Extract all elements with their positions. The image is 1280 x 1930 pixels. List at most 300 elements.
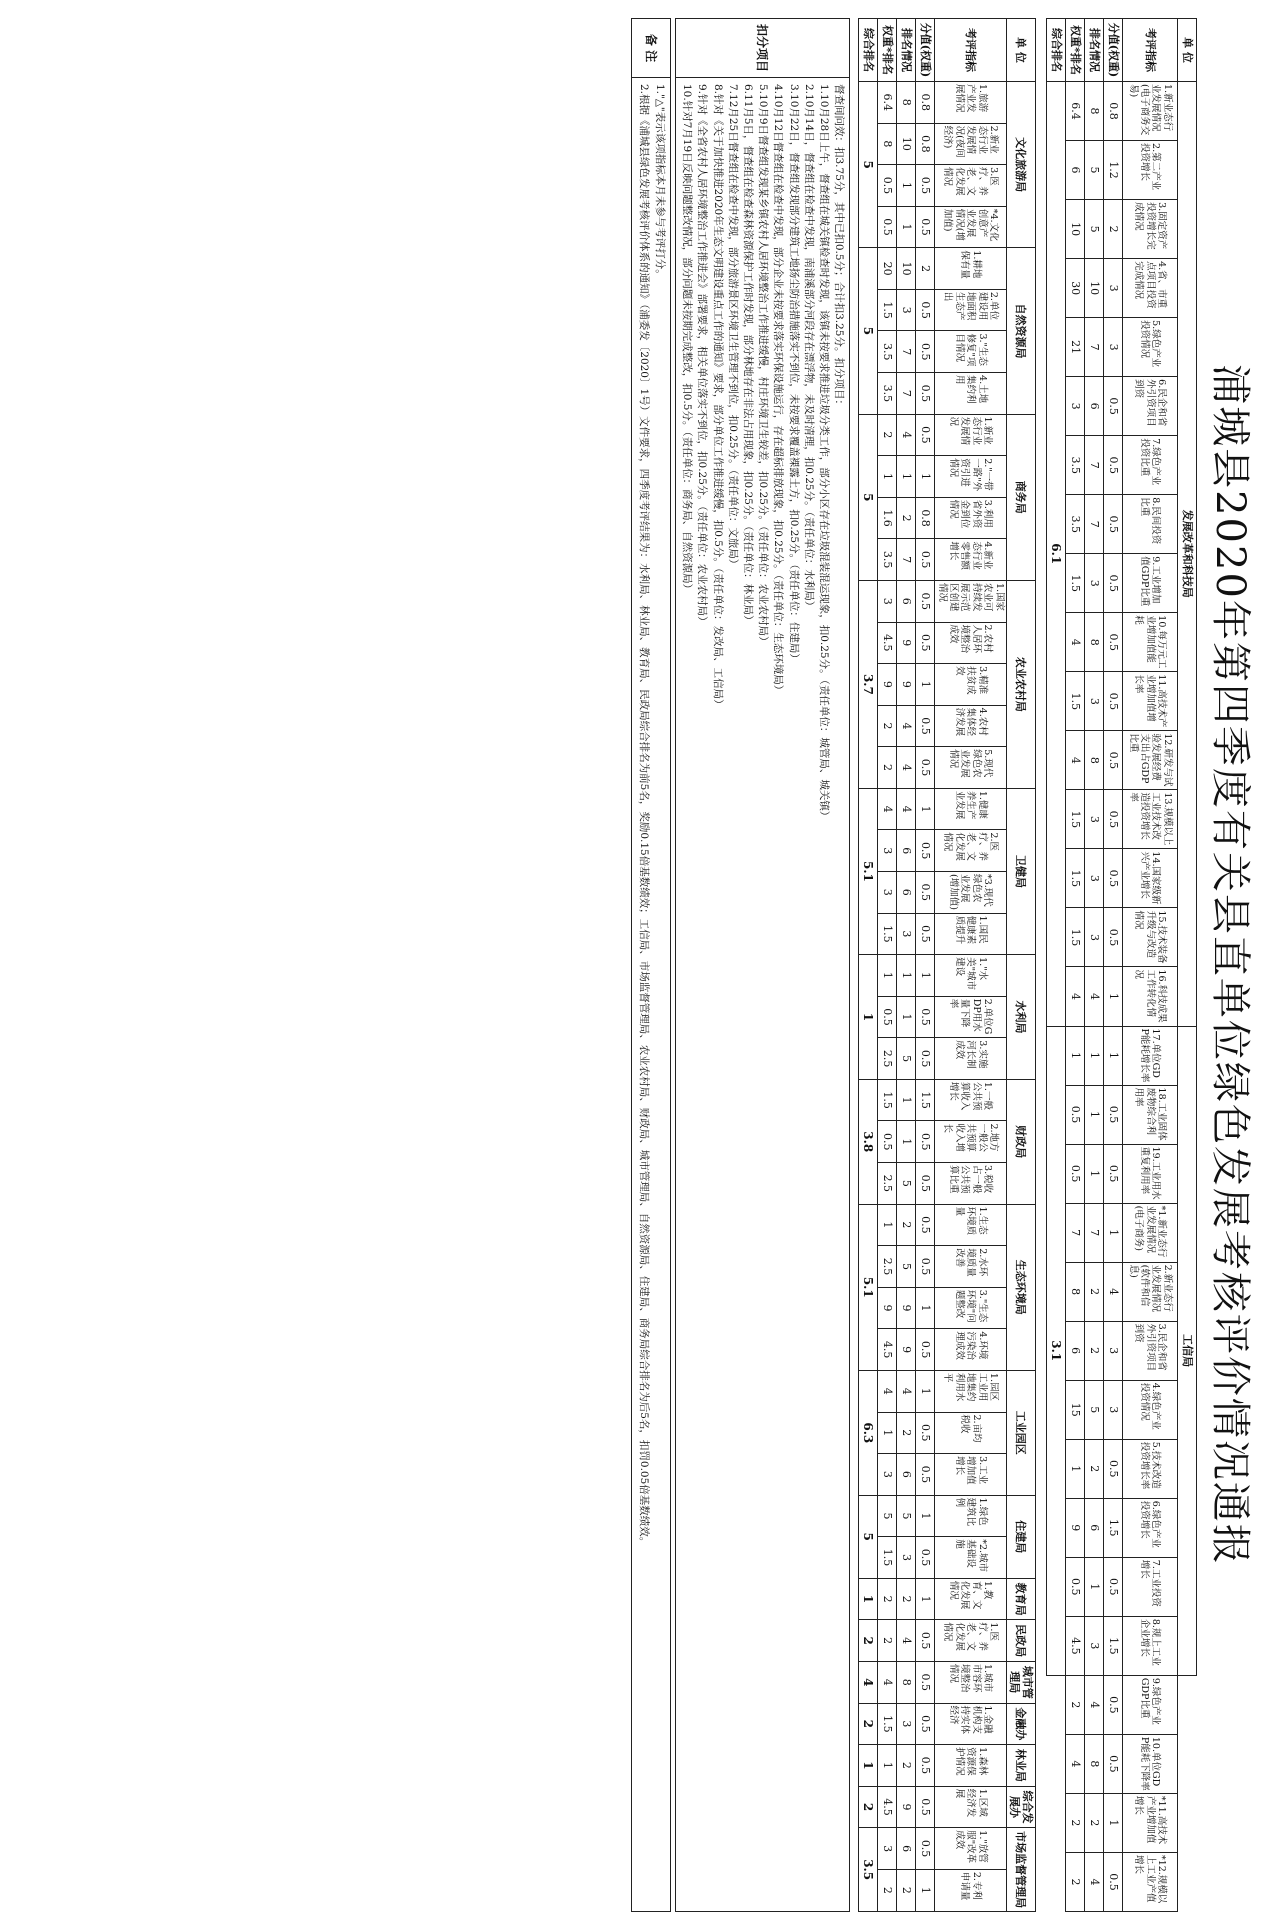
- weighted-cell: 2: [878, 1620, 897, 1662]
- dept-name: 林业局: [1006, 1745, 1035, 1787]
- row-label-unit: 单 位: [1006, 19, 1035, 82]
- weight-cell: 0.5: [916, 1620, 935, 1662]
- indicator-cell: 1.耕地保有量: [935, 248, 1006, 290]
- dept-name: 住建局: [1006, 1495, 1035, 1578]
- indicator-cell: 3.医疗、养老、文化发展情况: [935, 165, 1006, 207]
- rank-cell: 8: [1085, 731, 1104, 790]
- indicator-cell: 1.旅游产业发展情况: [935, 82, 1006, 124]
- weight-cell: 0.5: [916, 373, 935, 415]
- composite-rank-cell: 1: [859, 1578, 878, 1620]
- indicator-cell: 1.园区工业用地集约利用水平: [935, 1370, 1006, 1412]
- weight-cell: 1: [916, 955, 935, 997]
- indicator-cell: 2.专利申请量: [935, 1869, 1006, 1911]
- composite-rank-cell: 5.1: [859, 788, 878, 954]
- weighted-cell: 6: [1066, 1321, 1085, 1380]
- weight-cell: 0.5: [1104, 908, 1123, 967]
- weighted-cell: 2: [1066, 1793, 1085, 1852]
- indicator-cell: 5.绿色产业投资情况: [1123, 318, 1178, 377]
- rank-cell: 10: [1085, 259, 1104, 318]
- text-line: 3.10月22日，督查组发现部分建筑工地扬尘防治措施落实不到位，未按要求覆盖裸露土方，扣0.25分。（责任单位：住建局）: [787, 84, 800, 664]
- indicator-cell: 2.单位GDP用水量下降率: [935, 996, 1006, 1038]
- rank-cell: 4: [897, 414, 916, 456]
- weight-cell: 0.5: [916, 1246, 935, 1288]
- weighted-cell: 2: [1066, 1675, 1085, 1734]
- indicator-cell: 8.民间投资比重: [1123, 495, 1178, 554]
- weighted-cell: 8: [878, 123, 897, 165]
- rank-cell: 9: [897, 1329, 916, 1371]
- row-label-composite: 综合排名: [859, 19, 878, 82]
- indicator-cell: 2.新业态行业发展情况(夜间经济): [935, 123, 1006, 165]
- weighted-cell: 1.5: [1066, 790, 1085, 849]
- composite-rank-cell: 3.8: [859, 1079, 878, 1204]
- weighted-cell: 2: [1066, 1852, 1085, 1911]
- weight-cell: 0.5: [1104, 790, 1123, 849]
- rank-cell: 5: [1085, 141, 1104, 200]
- weighted-cell: 6.4: [1066, 82, 1085, 141]
- composite-rank-cell: 2: [859, 1703, 878, 1745]
- indicator-cell: *2.城市基础设施: [935, 1537, 1006, 1579]
- text-line: 1."△"表示该项指标本月未参与考评打分。: [653, 84, 666, 280]
- rank-cell: 1: [1085, 1085, 1104, 1144]
- weight-cell: 1: [916, 1495, 935, 1537]
- weight-cell: 0.5: [1104, 1144, 1123, 1203]
- indicator-cell: *11.高技术产业增加值增长: [1123, 1793, 1178, 1852]
- row-label-unit: 单 位: [1178, 19, 1197, 82]
- indicator-cell: 1.区域经济发展: [935, 1786, 1006, 1828]
- indicator-cell: 1.国民健康素质提升: [935, 913, 1006, 955]
- indicator-cell: 4.新业态行业零售额增长: [935, 539, 1006, 581]
- indicator-cell: 2.第二产业投资增长: [1123, 141, 1178, 200]
- row-label-composite: 综合排名: [1047, 19, 1066, 82]
- rank-cell: 6: [1085, 377, 1104, 436]
- rank-cell: 6: [897, 871, 916, 913]
- indicator-cell: 2.单位建设用地面积生态产出: [935, 289, 1006, 331]
- weight-cell: 0.8: [1104, 82, 1123, 141]
- weighted-cell: 4: [1066, 613, 1085, 672]
- weight-cell: 3: [1104, 259, 1123, 318]
- dept-name: 综合发展办: [1006, 1786, 1035, 1828]
- weighted-cell: 4.5: [878, 1786, 897, 1828]
- rank-cell: 3: [897, 1537, 916, 1579]
- weight-cell: 0.5: [916, 1038, 935, 1080]
- rank-cell: 3: [1085, 849, 1104, 908]
- weight-cell: 1.2: [1104, 141, 1123, 200]
- assessment-table-1: [1046, 18, 1197, 1912]
- rank-cell: 2: [897, 497, 916, 539]
- indicator-cell: 4.环境污染治理成效: [935, 1329, 1006, 1371]
- rank-cell: 1: [897, 1079, 916, 1121]
- weight-cell: 3: [1104, 1380, 1123, 1439]
- rank-cell: 9: [897, 622, 916, 664]
- weighted-cell: 1: [1066, 1439, 1085, 1498]
- weight-cell: 1: [916, 1287, 935, 1329]
- rank-cell: 8: [1085, 613, 1104, 672]
- rank-cell: 5: [897, 1038, 916, 1080]
- composite-rank-cell: 2: [859, 1786, 878, 1828]
- rank-cell: 1: [897, 456, 916, 498]
- rank-cell: 3: [897, 913, 916, 955]
- weighted-cell: 4.5: [878, 1329, 897, 1371]
- indicator-cell: 11.高技术产业增加值增长率: [1123, 672, 1178, 731]
- remarks-text: [632, 78, 670, 1911]
- weight-cell: 0.5: [916, 414, 935, 456]
- composite-rank-cell: 5: [859, 1495, 878, 1578]
- weight-cell: 0.5: [916, 580, 935, 622]
- weight-cell: 0.5: [916, 1163, 935, 1205]
- row-label-weight: 分值(权重): [1104, 19, 1123, 82]
- rank-cell: 8: [1085, 82, 1104, 141]
- weight-cell: 0.5: [1104, 436, 1123, 495]
- rank-cell: 7: [897, 373, 916, 415]
- weighted-cell: 4.5: [878, 622, 897, 664]
- weight-cell: 2: [916, 248, 935, 290]
- indicator-cell: 1.金融机构支持实体经济: [935, 1703, 1006, 1745]
- deduction-text: [676, 78, 849, 1911]
- weighted-cell: 1.6: [878, 497, 897, 539]
- composite-rank-cell: 5: [859, 414, 878, 580]
- dept-name: 自然资源局: [1006, 248, 1035, 414]
- rank-cell: 4: [1085, 1852, 1104, 1911]
- rank-cell: 1: [1085, 1557, 1104, 1616]
- weighted-cell: 1.5: [1066, 554, 1085, 613]
- rank-cell: 3: [897, 289, 916, 331]
- indicator-cell: 3.民企和省外引资项目到资: [1123, 1321, 1178, 1380]
- composite-rank-cell: 3.1: [1047, 1026, 1066, 1675]
- indicator-cell: 2.水环境质量改善: [935, 1246, 1006, 1288]
- indicator-cell: 1.新业态行业发展情况: [935, 414, 1006, 456]
- weight-cell: 1.5: [916, 1079, 935, 1121]
- indicator-cell: 5.技术改造投资增长率: [1123, 1439, 1178, 1498]
- text-line: 1.10月28日上午，督查组在城关镇检查时发现，该镇未按要求推进垃圾分类工作，部分小区存在垃圾混装混运现象，扣0.25分。（责任单位：城管局、城关镇）: [818, 84, 831, 822]
- weight-cell: 0.5: [1104, 495, 1123, 554]
- weight-cell: 3: [1104, 1321, 1123, 1380]
- rank-cell: 1: [897, 206, 916, 248]
- weighted-cell: 1.5: [1066, 849, 1085, 908]
- weighted-cell: 1.5: [1066, 672, 1085, 731]
- weight-cell: 0.5: [916, 871, 935, 913]
- weighted-cell: 1.5: [878, 1079, 897, 1121]
- weight-cell: 1: [916, 1370, 935, 1412]
- indicator-cell: 3."生态环境"问题整改: [935, 1287, 1006, 1329]
- text-line: 2.10月14日，督查组在检查中发现，南浦溪部分河段存在漂浮物，未及时清理，扣0.25分。（责任单位：水利局）: [802, 84, 815, 612]
- rank-cell: 6: [897, 1454, 916, 1496]
- indicator-cell: 6.绿色产业投资增长: [1123, 1498, 1178, 1557]
- weight-cell: 0.5: [916, 1661, 935, 1703]
- weight-cell: 0.5: [916, 331, 935, 373]
- weight-cell: 0.5: [916, 830, 935, 872]
- weight-cell: 1: [1104, 967, 1123, 1026]
- weighted-cell: 3.5: [1066, 495, 1085, 554]
- indicator-cell: 4.省、市重点项目投资完成情况: [1123, 259, 1178, 318]
- weight-cell: 0.5: [916, 1412, 935, 1454]
- weighted-cell: 1: [878, 1745, 897, 1787]
- indicator-cell: 12.研发与试验发展经费支出占GDP比重: [1123, 731, 1178, 790]
- weighted-cell: 7: [1066, 1203, 1085, 1262]
- indicator-cell: 15.技术装备升级与改造情况: [1123, 908, 1178, 967]
- dept-name: 财政局: [1006, 1079, 1035, 1204]
- weight-cell: 0.8: [916, 123, 935, 165]
- weighted-cell: 2: [878, 1869, 897, 1911]
- dept-name: 水利局: [1006, 955, 1035, 1080]
- composite-rank-cell: 1: [859, 955, 878, 1080]
- weight-cell: 1: [916, 456, 935, 498]
- rank-cell: 9: [897, 1786, 916, 1828]
- rank-cell: 8: [897, 82, 916, 124]
- rank-cell: 5: [897, 1163, 916, 1205]
- row-label-rank: 排名情况: [1085, 19, 1104, 82]
- rank-cell: 5: [897, 1495, 916, 1537]
- weighted-cell: 2: [878, 1578, 897, 1620]
- weighted-cell: 3.5: [878, 331, 897, 373]
- weighted-cell: 9: [878, 1287, 897, 1329]
- text-line: 4.10月12日督查组在检查中发现，部分企业未按要求落实环保设施运行，存在超标排放现象，扣0.25分。（责任单位：生态环境局）: [772, 84, 785, 696]
- row-label-rank: 排名情况: [897, 19, 916, 82]
- text-line: 6.11月5日，督查组在检查森林资源保护工作时发现，部分林地存在非法占用现象，扣0.25分。（责任单位：林业局）: [741, 84, 754, 626]
- indicator-cell: 13.规模以上工业技术改造投资增长率: [1123, 790, 1178, 849]
- indicator-cell: 3.实施河长制成效: [935, 1038, 1006, 1080]
- indicator-cell: *12.规模以上工业产值增长: [1123, 1852, 1178, 1911]
- weight-cell: 0.5: [1104, 1852, 1123, 1911]
- weighted-cell: 20: [878, 248, 897, 290]
- weighted-cell: 2: [878, 747, 897, 789]
- indicator-cell: 1.一般公共预算收入增长: [935, 1079, 1006, 1121]
- weighted-cell: 3.5: [878, 539, 897, 581]
- indicator-cell: 3.固定资产投资增长完成情况: [1123, 200, 1178, 259]
- weight-cell: 0.5: [916, 1204, 935, 1246]
- weighted-cell: 3: [1066, 377, 1085, 436]
- indicator-cell: 3."生态修复"项目情况: [935, 331, 1006, 373]
- weighted-cell: 4.5: [1066, 1616, 1085, 1675]
- rank-cell: 4: [897, 788, 916, 830]
- indicator-cell: 3.利用省外资金到位情况: [935, 497, 1006, 539]
- row-label-weighted: 权重*排名: [1066, 19, 1085, 82]
- text-line: 8.针对《关于加快推进2020年生态文明建设重点工作的通知》要求，部分单位工作推进缓慢，扣0.5分。（责任单位：发改局、工信局）: [711, 84, 724, 710]
- composite-rank-cell: 3.5: [859, 1828, 878, 1912]
- remarks-section: [631, 18, 671, 1912]
- rank-cell: 7: [897, 539, 916, 581]
- indicator-cell: 4.土地集约利用: [935, 373, 1006, 415]
- dept-name: 工业园区: [1006, 1370, 1035, 1495]
- rank-cell: 1: [1085, 1026, 1104, 1085]
- weight-cell: 0.5: [1104, 1675, 1123, 1734]
- indicator-cell: 1.医疗、养老、文化发展情况: [935, 1620, 1006, 1662]
- rank-cell: 9: [897, 664, 916, 706]
- rank-cell: 8: [897, 1661, 916, 1703]
- weight-cell: 0.5: [916, 1537, 935, 1579]
- weighted-cell: 21: [1066, 318, 1085, 377]
- rank-cell: 7: [897, 331, 916, 373]
- composite-rank-cell: 1: [859, 1745, 878, 1787]
- weight-cell: 1: [916, 788, 935, 830]
- rank-cell: 2: [1085, 1793, 1104, 1852]
- row-label-indicator: 考评指标: [1123, 19, 1178, 82]
- rank-cell: 6: [1085, 1498, 1104, 1557]
- indicator-cell: 9.绿色产业GDP比重: [1123, 1675, 1178, 1734]
- weight-cell: 0.5: [916, 1745, 935, 1787]
- weighted-cell: 4: [1066, 731, 1085, 790]
- rank-cell: 4: [897, 705, 916, 747]
- deduction-label: 扣分项目: [676, 19, 849, 78]
- rank-cell: 8: [1085, 1734, 1104, 1793]
- indicator-cell: 1.城市市容环境整治情况: [935, 1661, 1006, 1703]
- indicator-cell: 2.农村人居环境整治成效: [935, 622, 1006, 664]
- rank-cell: 3: [1085, 790, 1104, 849]
- rank-cell: 5: [897, 1246, 916, 1288]
- indicator-cell: 17.单位GDP能耗增长率: [1123, 1026, 1178, 1085]
- deduction-section: [675, 18, 850, 1912]
- rank-cell: 10: [897, 123, 916, 165]
- dept-name: 发展改革和科技局: [1178, 82, 1197, 1027]
- weight-cell: 0.5: [916, 913, 935, 955]
- weight-cell: 0.8: [916, 82, 935, 124]
- weight-cell: 1.5: [1104, 1616, 1123, 1675]
- weight-cell: 0.5: [916, 1454, 935, 1496]
- weighted-cell: 0.5: [1066, 1085, 1085, 1144]
- weight-cell: 0.5: [916, 1121, 935, 1163]
- weighted-cell: 0.5: [1066, 1144, 1085, 1203]
- indicator-cell: 1.教育、文化发展情况: [935, 1578, 1006, 1620]
- composite-rank-cell: 5: [859, 248, 878, 414]
- weighted-cell: 6: [1066, 141, 1085, 200]
- weighted-cell: 1: [1066, 1026, 1085, 1085]
- weighted-cell: 2: [878, 705, 897, 747]
- rank-cell: 1: [897, 996, 916, 1038]
- indicator-cell: 6.民企和省外引资项目到资: [1123, 377, 1178, 436]
- rank-cell: 2: [897, 1578, 916, 1620]
- text-line: 10.针对7月19日反映问题整改情况，部分问题未按期完成整改，扣0.5分。（责任单位：商务局、自然资源局）: [681, 84, 694, 595]
- weight-cell: 0.5: [916, 1786, 935, 1828]
- weighted-cell: 1.5: [878, 1703, 897, 1745]
- indicator-cell: *4.文化创意产业发展情况(增加值): [935, 206, 1006, 248]
- weight-cell: 0.5: [916, 206, 935, 248]
- rank-cell: 2: [897, 1204, 916, 1246]
- text-line: 2.根据《浦城县绿色发展考核评价体系的通知》（浦委发〔2020〕1号）文件要求，四季度考评结果为：水利局、林业局、教育局、民政局综合排名为前5名，奖励0.15倍基数绩效；工信局、市场监督管理局、农业农村局、财政局、城市管理局、自然资源局、住建局、商务局综合排名为后5名，扣罚0.05倍基数绩效。: [638, 84, 651, 1548]
- indicator-cell: 16.科技成果工作转化情况: [1123, 967, 1178, 1026]
- composite-rank-cell: 2: [859, 1620, 878, 1662]
- indicator-cell: 1."放管服"改革成效: [935, 1828, 1006, 1870]
- indicator-cell: 3.税收占一般公共预算比重: [935, 1163, 1006, 1205]
- weighted-cell: 4: [1066, 1734, 1085, 1793]
- weighted-cell: 3.5: [878, 373, 897, 415]
- dept-name: 民政局: [1006, 1620, 1035, 1662]
- weight-cell: 1: [916, 1869, 935, 1911]
- weighted-cell: 1: [878, 1204, 897, 1246]
- text-line: 5.10月9日督查组发现某乡镇农村人居环境整治工作推进缓慢，村庄环境卫生较差，扣0.25分。（责任单位：农业农村局）: [757, 84, 770, 647]
- rank-cell: 3: [1085, 554, 1104, 613]
- indicator-cell: 8.规上工业企业增长: [1123, 1616, 1178, 1675]
- rank-cell: 3: [1085, 672, 1104, 731]
- weighted-cell: 1.5: [878, 913, 897, 955]
- text-line: 7.12月25日督查组在检查中发现，部分旅游景区环境卫生管理不到位，扣0.25分。（责任单位：文旅局）: [726, 84, 739, 570]
- row-label-weight: 分值(权重): [916, 19, 935, 82]
- rank-cell: 6: [897, 1828, 916, 1870]
- rank-cell: 2: [897, 1412, 916, 1454]
- rank-cell: 4: [1085, 1675, 1104, 1734]
- weighted-cell: 1: [878, 955, 897, 997]
- indicator-cell: 2.医疗、养老、文化发展情况: [935, 830, 1006, 872]
- weight-cell: 1: [1104, 1026, 1123, 1085]
- weight-cell: 1.5: [1104, 1498, 1123, 1557]
- indicator-cell: 4.农村集体经济发展: [935, 705, 1006, 747]
- weight-cell: 0.5: [916, 996, 935, 1038]
- weight-cell: 1: [1104, 1793, 1123, 1852]
- indicator-cell: 10.单位GDP能耗下降率: [1123, 1734, 1178, 1793]
- weight-cell: 3: [1104, 318, 1123, 377]
- rank-cell: 2: [897, 1745, 916, 1787]
- rank-cell: 5: [1085, 1380, 1104, 1439]
- dept-name: 农业农村局: [1006, 580, 1035, 788]
- weighted-cell: 3: [878, 1454, 897, 1496]
- weight-cell: 4: [1104, 1262, 1123, 1321]
- weight-cell: 0.5: [916, 1703, 935, 1745]
- dept-name: 文化旅游局: [1006, 82, 1035, 248]
- weight-cell: 1: [916, 664, 935, 706]
- report-title: 浦城县2020年第四季度有关县直单位绿色发展考核评价情况通报: [1207, 364, 1253, 1566]
- weighted-cell: 3: [878, 1828, 897, 1870]
- rank-cell: 1: [897, 955, 916, 997]
- rank-cell: 4: [1085, 967, 1104, 1026]
- weight-cell: 0.5: [916, 705, 935, 747]
- rank-cell: 3: [897, 1703, 916, 1745]
- weighted-cell: 1.5: [1066, 908, 1085, 967]
- weight-cell: 0.5: [1104, 731, 1123, 790]
- composite-rank-cell: 4: [859, 1661, 878, 1703]
- indicator-cell: *1.新业态行业发展情况(电子商务): [1123, 1203, 1178, 1262]
- rank-cell: 10: [897, 248, 916, 290]
- dept-name: 城市管理局: [1006, 1661, 1035, 1703]
- rank-cell: 7: [1085, 318, 1104, 377]
- assessment-table-2: [858, 18, 1036, 1912]
- rank-cell: 1: [897, 1121, 916, 1163]
- weighted-cell: 1: [878, 1412, 897, 1454]
- rank-cell: 9: [897, 1287, 916, 1329]
- weighted-cell: 2.5: [878, 1163, 897, 1205]
- weighted-cell: 2.5: [878, 1038, 897, 1080]
- weighted-cell: 30: [1066, 259, 1085, 318]
- weighted-cell: 3: [878, 830, 897, 872]
- rank-cell: 5: [1085, 200, 1104, 259]
- indicator-cell: 2.地方一般公共预算收入增长: [935, 1121, 1006, 1163]
- weight-cell: 0.5: [1104, 1439, 1123, 1498]
- rank-cell: 3: [1085, 1616, 1104, 1675]
- weighted-cell: 2: [878, 414, 897, 456]
- rank-cell: 2: [1085, 1262, 1104, 1321]
- weight-cell: 0.5: [1104, 1734, 1123, 1793]
- weighted-cell: 3.5: [1066, 436, 1085, 495]
- weighted-cell: 5: [878, 1495, 897, 1537]
- weight-cell: 0.5: [916, 622, 935, 664]
- dept-name: 教育局: [1006, 1578, 1035, 1620]
- remarks-label: 备 注: [632, 19, 670, 78]
- text-line: 9.针对《全省农村人居环境整治工作推进会》部署要求，相关单位落实不到位，扣0.25分。（责任单位：农业农村局）: [696, 84, 709, 627]
- weighted-cell: 10: [1066, 200, 1085, 259]
- composite-rank-cell: 5.1: [859, 1204, 878, 1370]
- rank-cell: 3: [1085, 908, 1104, 967]
- weighted-cell: 4: [878, 1370, 897, 1412]
- weight-cell: 2: [1104, 200, 1123, 259]
- indicator-cell: 7.绿色产业投资比重: [1123, 436, 1178, 495]
- rank-cell: 4: [897, 1370, 916, 1412]
- indicator-cell: 18.工业固体废物综合利用率: [1123, 1085, 1178, 1144]
- indicator-cell: 2."一带一路"外资引进情况: [935, 456, 1006, 498]
- rank-cell: 1: [897, 165, 916, 207]
- weighted-cell: 0.5: [1066, 1557, 1085, 1616]
- indicator-cell: 2.亩均税收: [935, 1412, 1006, 1454]
- composite-rank-cell: 5: [859, 82, 878, 248]
- indicator-cell: 9.工业增加值GDP比重: [1123, 554, 1178, 613]
- rank-cell: 4: [897, 747, 916, 789]
- weighted-cell: 3: [878, 580, 897, 622]
